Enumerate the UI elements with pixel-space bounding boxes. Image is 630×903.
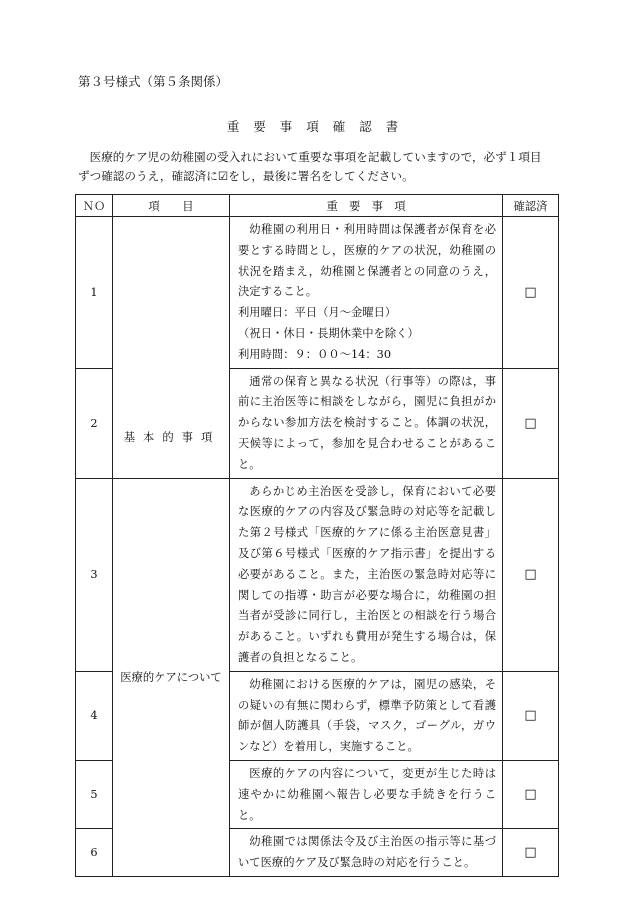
row-content <box>230 478 503 671</box>
category-basic-label: 基本的事項 <box>123 431 221 444</box>
row-number: 2 <box>76 368 113 478</box>
confirm-checkbox[interactable]: □ <box>503 760 559 828</box>
header-content: 重 要 事 項 <box>230 195 503 217</box>
category-medical <box>113 478 230 876</box>
table-row-1 <box>76 217 559 369</box>
usage-days: 利用曜日：平日（月～金曜日） <box>238 306 397 320</box>
confirm-checkbox[interactable]: □ <box>503 478 559 671</box>
category-medical-label: 医療的ケアについて <box>120 671 222 685</box>
confirm-checkbox[interactable]: □ <box>503 829 559 877</box>
category-basic <box>113 217 230 479</box>
important-items-table <box>75 194 559 877</box>
instructions <box>78 148 558 186</box>
header-no: ＮＯ <box>76 195 113 217</box>
row-text: 幼稚園では関係法令及び主治医の指示等に基づいて医療的ケア及び緊急時の対応を行うこと。 <box>238 835 496 870</box>
row-number: 5 <box>76 760 113 828</box>
instructions-line-1: 医療的ケア児の幼稚園の受入れにおいて重要な事項を記載していますので，必ず１項目 <box>89 150 542 164</box>
document-title: 重 要 事 項 確 認 書 <box>226 119 404 134</box>
table-header-row <box>76 195 559 217</box>
row-text: 医療的ケアの内容について，変更が生じた時は速やかに幼稚園へ報告し必要な手続きを行うこと。 <box>238 766 496 822</box>
row-number: 4 <box>76 671 113 760</box>
row-text: 幼稚園における医療的ケアは，園児の感染，その疑いの有無に関わらず，標準予防策として看護師が個人防護具（手袋，マスク，ゴーグル，ガウンなど）を着用し，実施すること。 <box>238 677 496 754</box>
row-content <box>230 671 503 760</box>
usage-time: 利用時間：９：００～14：30 <box>238 347 392 361</box>
row-content <box>230 829 503 877</box>
header-check: 確認済 <box>503 195 559 217</box>
form-label: 第３号様式（第５条関係） <box>78 74 229 89</box>
row-text: 幼稚園の利用日・利用時間は保護者が保育を必要とする時間とし，医療的ケアの状況，幼稚園の状況を踏まえ，幼稚園と保護者との同意のうえ，決定すること。 <box>238 223 496 299</box>
usage-exclusion: （祝日・休日・長期休業中を除く） <box>238 326 419 340</box>
row-number: 3 <box>76 478 113 671</box>
row-content <box>230 217 503 369</box>
header-item: 項 目 <box>113 195 230 217</box>
confirm-checkbox[interactable]: □ <box>503 368 559 478</box>
confirm-checkbox[interactable]: □ <box>503 217 559 369</box>
row-number: 6 <box>76 829 113 877</box>
row-number: 1 <box>76 217 113 369</box>
table-row-3 <box>76 478 559 671</box>
row-text: 通常の保育と異なる状況（行事等）の際は，事前に主治医等に相談をしながら，園児に負担がかからない参加方法を検討すること。体調の状況，天候等によって，参加を見合わせることがあること。 <box>238 374 496 471</box>
row-content <box>230 760 503 828</box>
instructions-line-2: ずつ確認のうえ，確認済に☑をし，最後に署名をしてください。 <box>78 169 414 183</box>
row-content <box>230 368 503 478</box>
confirm-checkbox[interactable]: □ <box>503 671 559 760</box>
row-text: あらかじめ主治医を受診し，保育において必要な医療的ケアの内容及び緊急時の対応等を記載した第２号様式「医療的ケアに係る主治医意見書」及び第６号様式「医療的ケア指示書」を提出する必要があること。また，主治医の緊急時対応等に関しての指導・助言が必要な場合に，幼稚園の担当者が受診に同行し，主治医との相談を行う場合があること。いずれも費用が発生する場合は，保護者の負担となること。 <box>238 484 496 664</box>
